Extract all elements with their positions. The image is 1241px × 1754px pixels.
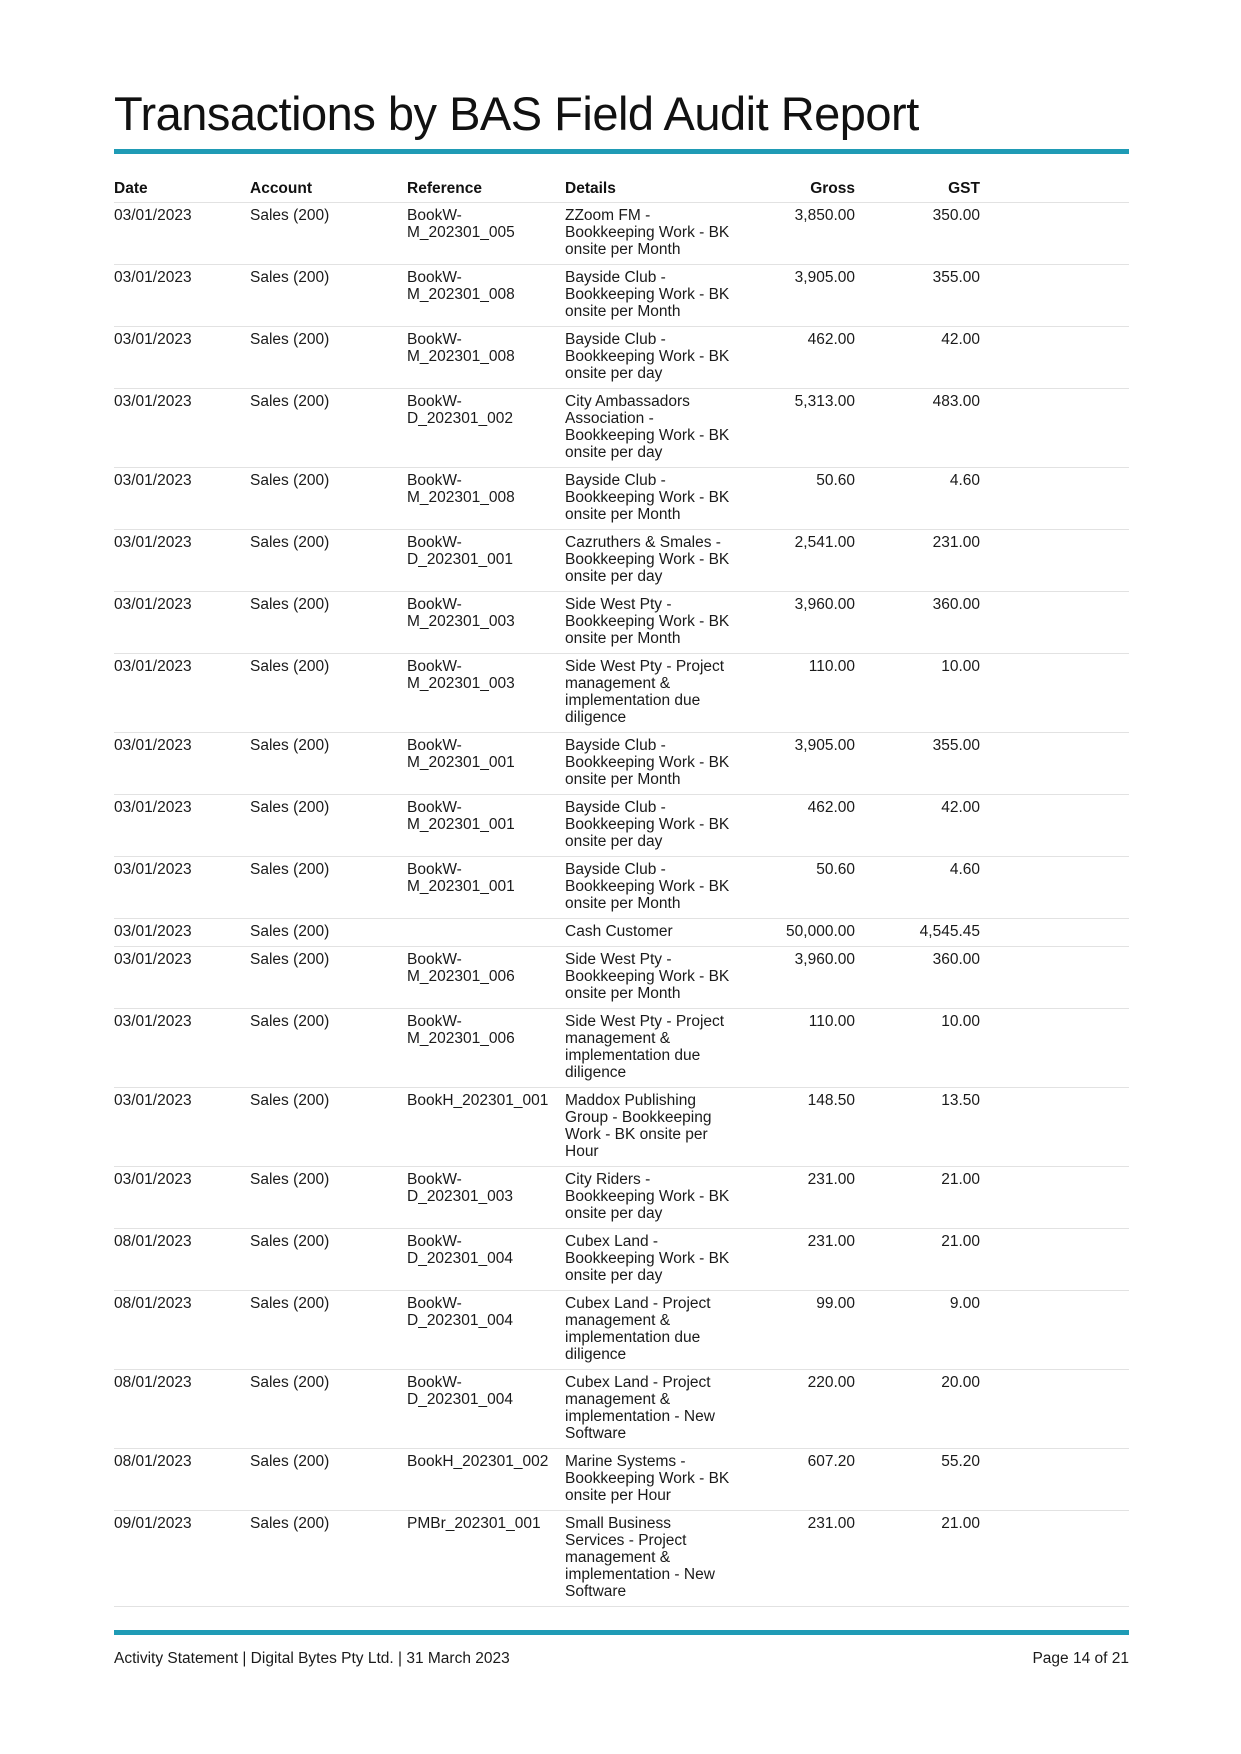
cell-details: Cazruthers & Smales - Bookkeeping Work - BK onsite per day (565, 530, 740, 592)
cell-gross: 231.00 (740, 1167, 857, 1229)
cell-date: 03/01/2023 (114, 1009, 250, 1088)
column-header-date: Date (114, 175, 250, 203)
cell-gross: 50.60 (740, 857, 857, 919)
cell-gst: 21.00 (857, 1511, 982, 1607)
cell-details: Small Business Services - Project management & implementation - New Software (565, 1511, 740, 1607)
cell-date: 03/01/2023 (114, 733, 250, 795)
cell-account: Sales (200) (250, 265, 407, 327)
cell-account: Sales (200) (250, 947, 407, 1009)
table-row (114, 327, 1129, 389)
cell-gross: 50.60 (740, 468, 857, 530)
table-row (114, 1229, 1129, 1291)
footer-page-number: Page 14 of 21 (1032, 1650, 1129, 1667)
cell-account: Sales (200) (250, 795, 407, 857)
cell-date: 03/01/2023 (114, 919, 250, 947)
cell-account: Sales (200) (250, 857, 407, 919)
table-row (114, 592, 1129, 654)
cell-reference: BookW- D_202301_004 (407, 1229, 565, 1291)
cell-date: 08/01/2023 (114, 1291, 250, 1370)
cell-account: Sales (200) (250, 1088, 407, 1167)
cell-gst: 355.00 (857, 733, 982, 795)
cell-spacer (982, 919, 1129, 947)
cell-date: 08/01/2023 (114, 1229, 250, 1291)
cell-reference: BookH_202301_002 (407, 1449, 565, 1511)
cell-date: 03/01/2023 (114, 1167, 250, 1229)
cell-gst: 4.60 (857, 857, 982, 919)
transactions-body (114, 203, 1129, 1607)
cell-date: 09/01/2023 (114, 1511, 250, 1607)
cell-account: Sales (200) (250, 530, 407, 592)
column-header-spacer (982, 175, 1129, 203)
cell-spacer (982, 1370, 1129, 1449)
cell-account: Sales (200) (250, 389, 407, 468)
table-row (114, 1088, 1129, 1167)
cell-gross: 3,850.00 (740, 203, 857, 265)
cell-gross: 3,960.00 (740, 947, 857, 1009)
cell-spacer (982, 1167, 1129, 1229)
cell-gross: 3,905.00 (740, 265, 857, 327)
cell-account: Sales (200) (250, 1167, 407, 1229)
cell-reference: BookW- M_202301_008 (407, 468, 565, 530)
cell-details: Bayside Club - Bookkeeping Work - BK onsite per Month (565, 265, 740, 327)
cell-reference: BookW- D_202301_001 (407, 530, 565, 592)
cell-reference: BookW- M_202301_008 (407, 265, 565, 327)
cell-gross: 110.00 (740, 1009, 857, 1088)
cell-account: Sales (200) (250, 468, 407, 530)
cell-gst: 355.00 (857, 265, 982, 327)
table-row (114, 1449, 1129, 1511)
cell-account: Sales (200) (250, 733, 407, 795)
table-row (114, 1009, 1129, 1088)
cell-reference: BookW- M_202301_003 (407, 592, 565, 654)
cell-date: 08/01/2023 (114, 1449, 250, 1511)
cell-details: ZZoom FM - Bookkeeping Work - BK onsite per Month (565, 203, 740, 265)
cell-reference: BookW- D_202301_004 (407, 1291, 565, 1370)
cell-details: Cash Customer (565, 919, 740, 947)
cell-gst: 9.00 (857, 1291, 982, 1370)
column-header-account: Account (250, 175, 407, 203)
cell-gst: 231.00 (857, 530, 982, 592)
footer-document-info: Activity Statement | Digital Bytes Pty Ltd. | 31 March 2023 (114, 1650, 510, 1667)
cell-account: Sales (200) (250, 327, 407, 389)
table-row (114, 265, 1129, 327)
cell-gross: 2,541.00 (740, 530, 857, 592)
cell-gross: 462.00 (740, 327, 857, 389)
cell-gst: 483.00 (857, 389, 982, 468)
cell-gross: 220.00 (740, 1370, 857, 1449)
cell-date: 08/01/2023 (114, 1370, 250, 1449)
column-header-reference: Reference (407, 175, 565, 203)
table-row (114, 947, 1129, 1009)
cell-spacer (982, 592, 1129, 654)
table-header-row (114, 175, 1129, 203)
cell-gst: 10.00 (857, 654, 982, 733)
footer-rule (114, 1630, 1129, 1635)
cell-gross: 50,000.00 (740, 919, 857, 947)
cell-reference: PMBr_202301_001 (407, 1511, 565, 1607)
cell-account: Sales (200) (250, 1229, 407, 1291)
cell-date: 03/01/2023 (114, 795, 250, 857)
cell-gst: 350.00 (857, 203, 982, 265)
cell-gst: 360.00 (857, 947, 982, 1009)
cell-account: Sales (200) (250, 592, 407, 654)
cell-details: Bayside Club - Bookkeeping Work - BK onsite per Month (565, 857, 740, 919)
table-row (114, 1291, 1129, 1370)
cell-gst: 4.60 (857, 468, 982, 530)
cell-spacer (982, 389, 1129, 468)
cell-spacer (982, 947, 1129, 1009)
cell-details: Bayside Club - Bookkeeping Work - BK onsite per Month (565, 468, 740, 530)
column-header-gross: Gross (740, 175, 857, 203)
cell-spacer (982, 1088, 1129, 1167)
transactions-table (114, 175, 1129, 1607)
cell-reference: BookW- M_202301_006 (407, 1009, 565, 1088)
cell-date: 03/01/2023 (114, 592, 250, 654)
cell-spacer (982, 857, 1129, 919)
cell-spacer (982, 1229, 1129, 1291)
cell-spacer (982, 733, 1129, 795)
page-title: Transactions by BAS Field Audit Report (114, 87, 919, 140)
cell-reference: BookW- D_202301_004 (407, 1370, 565, 1449)
cell-spacer (982, 1449, 1129, 1511)
cell-account: Sales (200) (250, 203, 407, 265)
cell-reference: BookW- M_202301_003 (407, 654, 565, 733)
cell-details: Bayside Club - Bookkeeping Work - BK onsite per Month (565, 733, 740, 795)
table-row (114, 1370, 1129, 1449)
cell-gross: 231.00 (740, 1511, 857, 1607)
cell-details: Cubex Land - Project management & implementation due diligence (565, 1291, 740, 1370)
cell-spacer (982, 1291, 1129, 1370)
cell-spacer (982, 265, 1129, 327)
cell-gross: 5,313.00 (740, 389, 857, 468)
cell-reference: BookW- M_202301_001 (407, 733, 565, 795)
cell-reference: BookW- D_202301_003 (407, 1167, 565, 1229)
cell-details: Side West Pty - Bookkeeping Work - BK onsite per Month (565, 592, 740, 654)
cell-date: 03/01/2023 (114, 389, 250, 468)
cell-details: City Ambassadors Association - Bookkeeping Work - BK onsite per day (565, 389, 740, 468)
table-row (114, 203, 1129, 265)
cell-gross: 3,905.00 (740, 733, 857, 795)
cell-details: Cubex Land - Project management & implementation - New Software (565, 1370, 740, 1449)
column-header-gst: GST (857, 175, 982, 203)
table-row (114, 654, 1129, 733)
table-row (114, 919, 1129, 947)
cell-reference: BookW- M_202301_001 (407, 795, 565, 857)
cell-gross: 607.20 (740, 1449, 857, 1511)
cell-spacer (982, 203, 1129, 265)
cell-date: 03/01/2023 (114, 203, 250, 265)
cell-date: 03/01/2023 (114, 947, 250, 1009)
cell-gst: 21.00 (857, 1167, 982, 1229)
cell-details: Maddox Publishing Group - Bookkeeping Work - BK onsite per Hour (565, 1088, 740, 1167)
table-row (114, 795, 1129, 857)
cell-gross: 110.00 (740, 654, 857, 733)
cell-account: Sales (200) (250, 919, 407, 947)
cell-gst: 21.00 (857, 1229, 982, 1291)
cell-date: 03/01/2023 (114, 530, 250, 592)
cell-date: 03/01/2023 (114, 265, 250, 327)
cell-details: City Riders - Bookkeeping Work - BK onsite per day (565, 1167, 740, 1229)
cell-gst: 42.00 (857, 795, 982, 857)
cell-account: Sales (200) (250, 1291, 407, 1370)
cell-account: Sales (200) (250, 1009, 407, 1088)
cell-details: Bayside Club - Bookkeeping Work - BK onsite per day (565, 795, 740, 857)
cell-details: Side West Pty - Bookkeeping Work - BK onsite per Month (565, 947, 740, 1009)
cell-reference (407, 919, 565, 947)
cell-reference: BookW- M_202301_008 (407, 327, 565, 389)
cell-date: 03/01/2023 (114, 857, 250, 919)
column-header-details: Details (565, 175, 740, 203)
cell-account: Sales (200) (250, 1449, 407, 1511)
cell-account: Sales (200) (250, 654, 407, 733)
cell-gross: 462.00 (740, 795, 857, 857)
cell-gross: 3,960.00 (740, 592, 857, 654)
cell-gst: 42.00 (857, 327, 982, 389)
cell-details: Side West Pty - Project management & implementation due diligence (565, 654, 740, 733)
cell-spacer (982, 530, 1129, 592)
cell-gst: 20.00 (857, 1370, 982, 1449)
cell-gross: 99.00 (740, 1291, 857, 1370)
cell-spacer (982, 654, 1129, 733)
table-row (114, 468, 1129, 530)
cell-reference: BookW- M_202301_006 (407, 947, 565, 1009)
cell-spacer (982, 327, 1129, 389)
cell-gst: 4,545.45 (857, 919, 982, 947)
table-row (114, 1511, 1129, 1607)
cell-gst: 360.00 (857, 592, 982, 654)
cell-gross: 148.50 (740, 1088, 857, 1167)
cell-date: 03/01/2023 (114, 468, 250, 530)
cell-details: Marine Systems - Bookkeeping Work - BK onsite per Hour (565, 1449, 740, 1511)
cell-spacer (982, 1009, 1129, 1088)
cell-account: Sales (200) (250, 1511, 407, 1607)
table-row (114, 857, 1129, 919)
cell-date: 03/01/2023 (114, 327, 250, 389)
cell-spacer (982, 468, 1129, 530)
cell-details: Bayside Club - Bookkeeping Work - BK onsite per day (565, 327, 740, 389)
cell-reference: BookH_202301_001 (407, 1088, 565, 1167)
title-underline-rule (114, 149, 1129, 154)
cell-details: Cubex Land - Bookkeeping Work - BK onsite per day (565, 1229, 740, 1291)
cell-gst: 10.00 (857, 1009, 982, 1088)
cell-reference: BookW- M_202301_001 (407, 857, 565, 919)
cell-spacer (982, 1511, 1129, 1607)
table-row (114, 389, 1129, 468)
table-row (114, 530, 1129, 592)
cell-gst: 13.50 (857, 1088, 982, 1167)
cell-gst: 55.20 (857, 1449, 982, 1511)
cell-gross: 231.00 (740, 1229, 857, 1291)
cell-reference: BookW- M_202301_005 (407, 203, 565, 265)
cell-spacer (982, 795, 1129, 857)
cell-date: 03/01/2023 (114, 654, 250, 733)
cell-account: Sales (200) (250, 1370, 407, 1449)
cell-reference: BookW- D_202301_002 (407, 389, 565, 468)
table-row (114, 1167, 1129, 1229)
cell-date: 03/01/2023 (114, 1088, 250, 1167)
table-row (114, 733, 1129, 795)
cell-details: Side West Pty - Project management & implementation due diligence (565, 1009, 740, 1088)
